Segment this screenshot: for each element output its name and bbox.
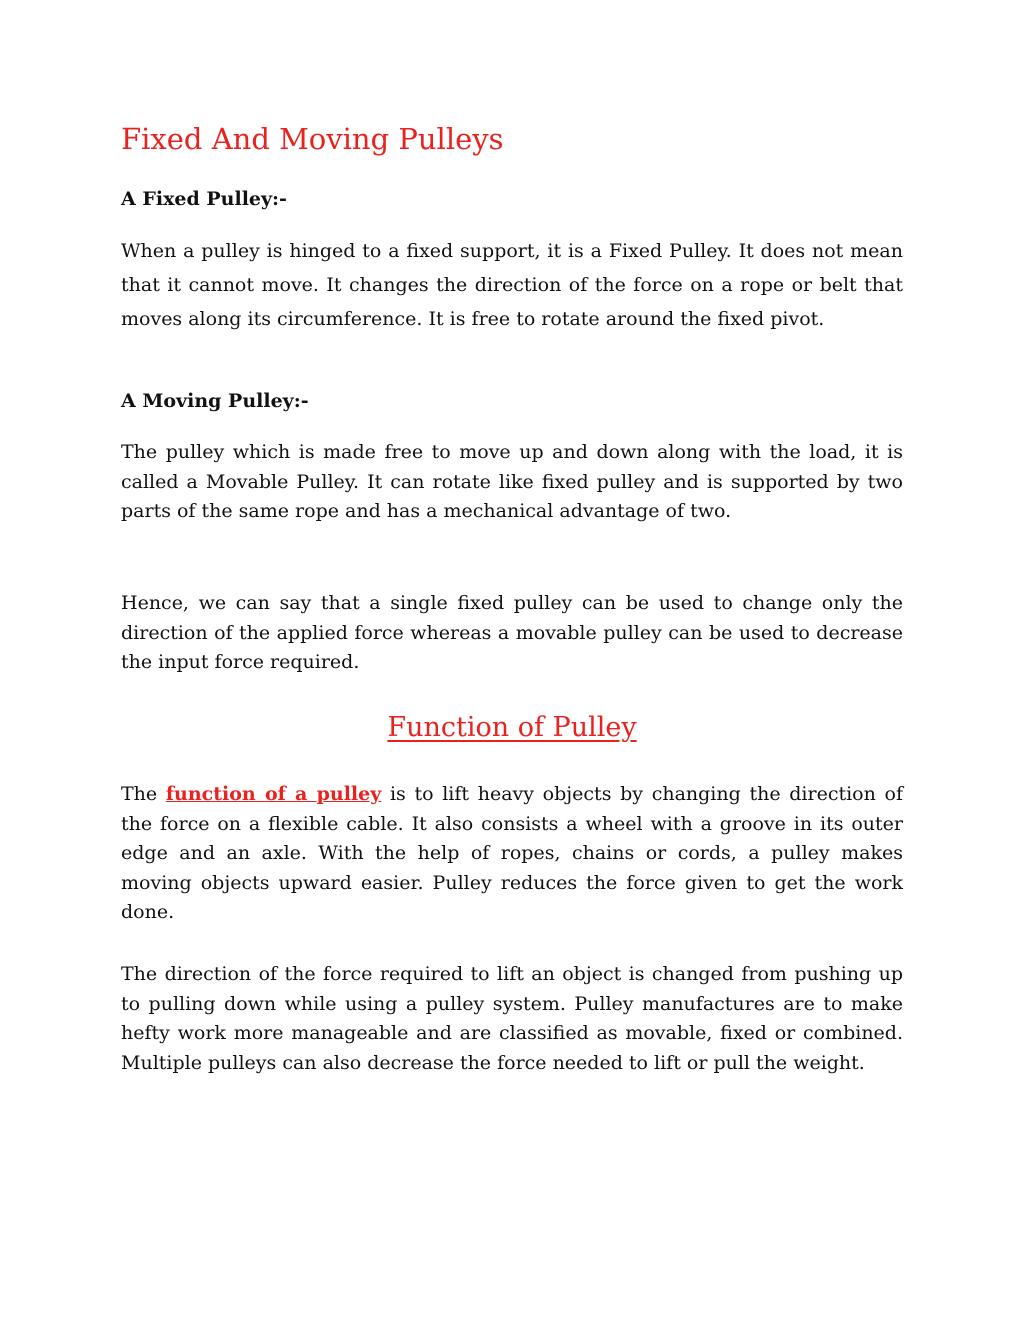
direction-paragraph: The direction of the force required to lift an object is changed from pushing up to pulling down while using a pulley system. Pulley manufactures are to make hefty work more manageable and are classified as movable, fixed or combined. Multiple pulleys can also decrease the force needed to lift or pull the weight. bbox=[121, 963, 903, 1074]
page-title: Fixed And Moving Pulleys bbox=[121, 122, 504, 156]
fixed-pulley-heading: A Fixed Pulley:- bbox=[121, 188, 287, 210]
function-paragraph-prefix: The bbox=[121, 783, 166, 805]
function-section-heading: Function of Pulley bbox=[387, 712, 637, 743]
moving-pulley-paragraph: The pulley which is made free to move up and down along with the load, it is called a Movable Pulley. It can rotate like fixed pulley and is supported by two parts of the same rope and has a mechanical advantage of two. bbox=[121, 441, 903, 522]
fixed-pulley-paragraph: When a pulley is hinged to a fixed support, it is a Fixed Pulley. It does not mean that it cannot move. It changes the direction of the force on a rope or belt that moves along its circumference. It is free to rotate around the fixed pivot. bbox=[121, 240, 903, 330]
function-paragraph bbox=[121, 780, 903, 928]
moving-pulley-heading: A Moving Pulley:- bbox=[121, 390, 309, 412]
pulley-summary-paragraph: Hence, we can say that a single fixed pulley can be used to change only the direction of the applied force whereas a movable pulley can be used to decrease the input force required. bbox=[121, 592, 903, 673]
function-of-pulley-link[interactable]: function of a pulley bbox=[165, 783, 382, 805]
function-paragraph-rest: is to lift heavy objects by changing the direction of the force on a flexible cable. It also consists a wheel with a groove in its outer edge and an axle. With the help of ropes, chains or cords, a pulley makes moving objects upward easier. Pulley reduces the force given to get the work done. bbox=[121, 783, 903, 923]
